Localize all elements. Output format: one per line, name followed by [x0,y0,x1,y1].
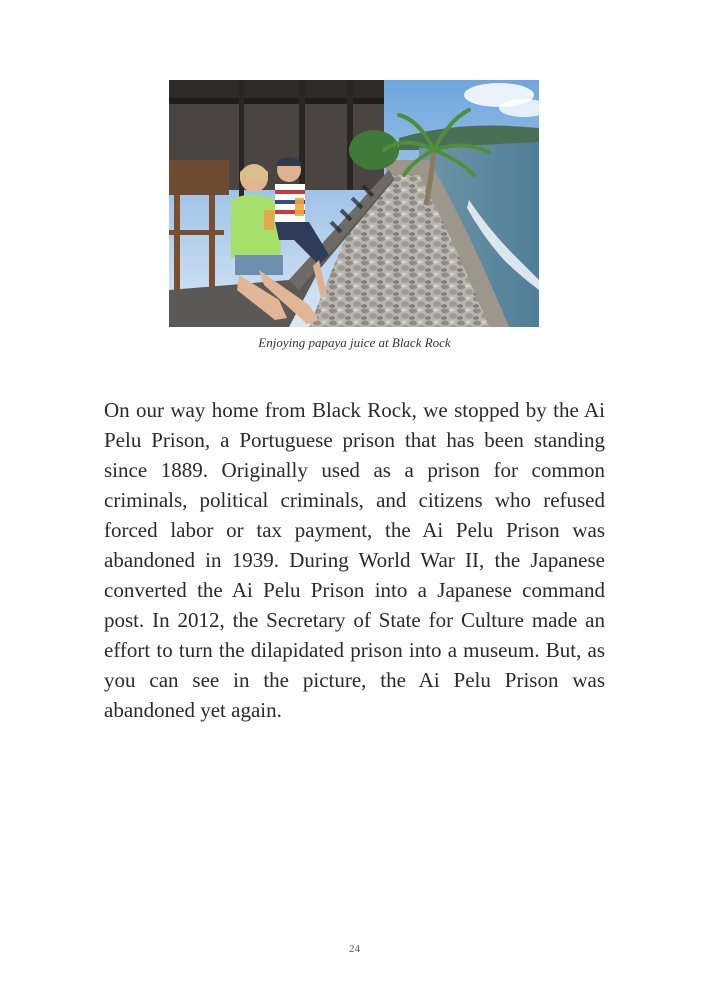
photo-caption: Enjoying papaya juice at Black Rock [258,335,451,350]
photo-illustration [169,80,539,327]
photo-black-rock [169,80,539,327]
page-number: 24 [349,943,360,955]
body-paragraph: On our way home from Black Rock, we stopped by the Ai Pelu Prison, a Portuguese prison that has been standing since 1889. Originally used as a prison for common criminals, political criminals, and citizens who refused forced labor or tax payment, the Ai Pelu Prison was abandoned in 1939. During World War II, the Japanese converted the Ai Pelu Prison into a Japanese command post. In 2012, the Secretary of State for Culture made an effort to turn the dilapidated prison into a museum. But, as you can see in the picture, the Ai Pelu Prison was abandoned yet again. [104,398,605,722]
